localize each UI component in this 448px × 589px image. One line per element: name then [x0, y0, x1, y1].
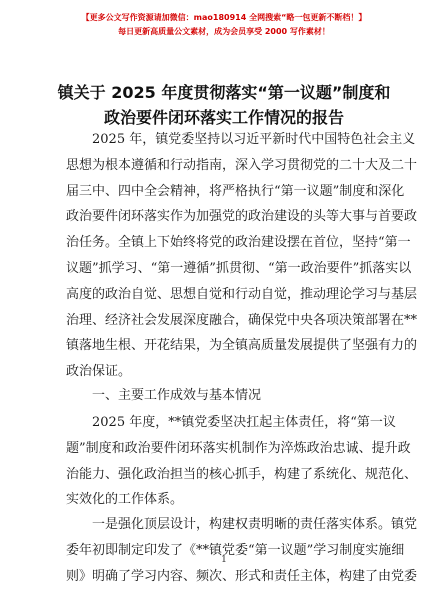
paragraph-achievements [66, 410, 418, 513]
promo-banner-line-2: 每日更新高质量公文素材，成为会员享受 2000 写作素材！ [118, 27, 330, 36]
paragraph-line: 政治要件闭环落实作为加强党的政治建设的头等大事与首要政 [66, 209, 418, 225]
paragraph-line: 一是强化顶层设计，构建权责明晰的责任落实体系。镇党 [92, 517, 418, 532]
paragraph-line: 则》明确了学习内容、频次、形式和责任主体，构建了由党委 [66, 568, 418, 584]
paragraph-line: 实效化的工作体系。 [66, 492, 184, 508]
document-title [48, 80, 400, 130]
paragraph-line: 议题”抓学习、“第一遵循”抓贯彻、“第一政治要件”抓落实以 [66, 260, 412, 276]
paragraph-line: 思想为根本遵循和行动指南，深入学习贯彻党的二十大及二十 [66, 157, 418, 173]
paragraph-line: 委年初即制定印发了《**镇党委“第一议题”学习制度实施细 [66, 542, 405, 558]
promo-banner-line-1: 【更多公文写作资源请加微信：mao180914 全网搜索“略一包更新不断档！】 [81, 13, 367, 22]
paragraph-intro [66, 127, 418, 385]
paragraph-line: 题”制度和政治要件闭环落实机制作为淬炼政治忠诚、提升政 [66, 440, 411, 456]
paragraph-top-level-design [66, 512, 418, 589]
document-title-line-1: 镇关于 2025 年度贯彻落实“第一议题”制度和 [57, 83, 391, 102]
paragraph-line: 高度的政治自觉、思想自觉和行动自觉，推动理论学习与基层 [66, 286, 418, 302]
document-title-line-2: 政治要件闭环落实工作情况的报告 [103, 108, 344, 127]
paragraph-line: 2025 年，镇党委坚持以习近平新时代中国特色社会主义 [92, 132, 416, 147]
paragraph-line: 治任务。全镇上下始终将党的政治建设摆在首位，坚持“第一 [66, 235, 411, 251]
paragraph-line: 治理、经济社会发展深度融合，确保党中央各项决策部署在** [66, 312, 418, 328]
paragraph-line: 治能力、强化政治担当的核心抓手，构建了系统化、规范化、 [66, 466, 418, 482]
paragraph-line: 2025 年度，**镇党委坚决扛起主体责任，将“第一议 [92, 415, 396, 430]
section-heading: 一、主要工作成效与基本情况 [92, 388, 262, 403]
paragraph-line: 届三中、四中全会精神，将严格执行“第一议题”制度和深化 [66, 183, 405, 199]
paragraph-line: 政治保证。 [66, 364, 132, 380]
page-number: 1 [221, 555, 227, 565]
paragraph-line: 镇落地生根、开花结果，为全镇高质量发展提供了坚强有力的 [66, 338, 418, 354]
